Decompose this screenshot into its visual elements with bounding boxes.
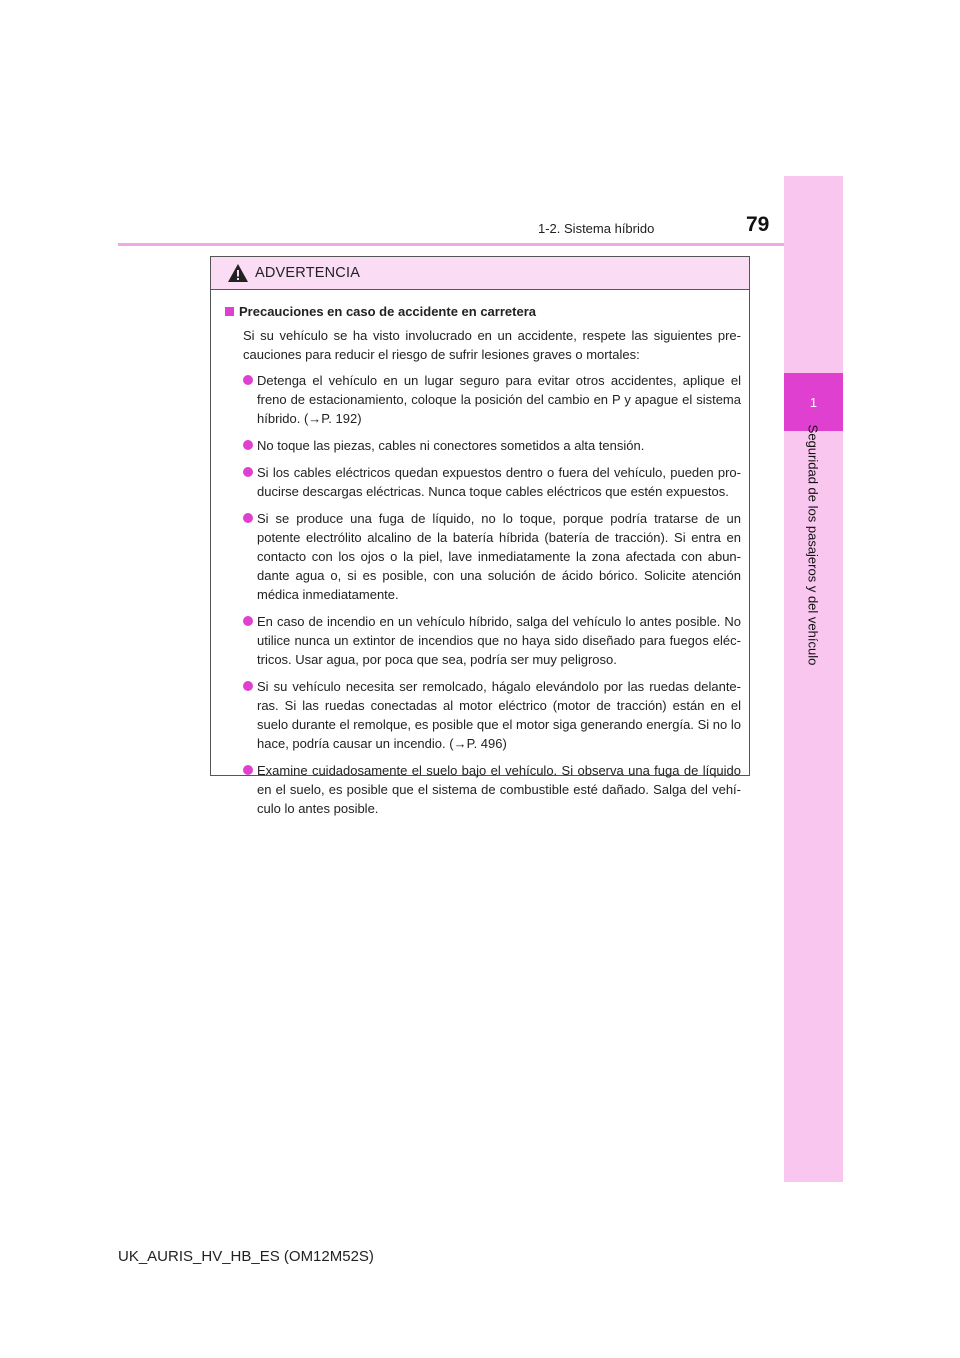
bullet-dot-icon	[243, 513, 253, 523]
page-number: 79	[746, 213, 770, 236]
header-divider	[118, 243, 784, 246]
warning-bullet-list	[225, 371, 741, 818]
chapter-label: Seguridad de los pasajeros y del vehículo	[805, 424, 821, 666]
warning-section-heading	[225, 302, 741, 321]
warning-triangle-icon	[227, 263, 249, 283]
list-item: Si los cables eléctricos quedan expuestos dentro o fuera del vehículo, pueden pro-ducirse descargas eléctricas. Nunca toque cables eléctricos que estén expuestos.	[243, 463, 741, 501]
list-item: Detenga el vehículo en un lugar seguro para evitar otros accidentes, aplique el freno de estacionamiento, coloque la posición del cambio en P y apague el sistema híbrido. (→P. 192)	[243, 371, 741, 428]
bullet-dot-icon	[243, 765, 253, 775]
warning-box	[210, 256, 750, 816]
section-title: 1-2. Sistema híbrido	[538, 221, 655, 236]
list-item: No toque las piezas, cables ni conectores sometidos a alta tensión.	[243, 436, 741, 455]
document-code: UK_AURIS_HV_HB_ES (OM12M52S)	[118, 1248, 374, 1265]
bullet-dot-icon	[243, 616, 253, 626]
warning-intro: Si su vehículo se ha visto involucrado en un accidente, respete las siguientes pre-cauciones para reducir el riesgo de sufrir lesiones graves o mortales:	[243, 328, 741, 362]
warning-section-title: Precauciones en caso de accidente en carretera	[239, 304, 536, 319]
bullet-dot-icon	[243, 467, 253, 477]
bullet-dot-icon	[243, 681, 253, 691]
bullet-dot-icon	[243, 375, 253, 385]
list-item: Examine cuidadosamente el suelo bajo el vehículo. Si observa una fuga de líquido en el suelo, es posible que el sistema de combustible esté dañado. Salga del vehí-culo lo antes posible.	[243, 761, 741, 818]
bullet-dot-icon	[243, 440, 253, 450]
warning-header	[211, 257, 749, 290]
warning-body	[211, 290, 749, 818]
warning-title: ADVERTENCIA	[255, 265, 361, 281]
chapter-number: 1	[809, 394, 818, 410]
list-item: Si se produce una fuga de líquido, no lo toque, porque podría tratarse de un potente electrólito alcalino de la batería híbrida (batería de tracción). Si entra en contacto con los ojos o la piel, lave inmediatamente la zona afectada con abun-dante agua o, si es posible, con una solución de ácido bórico. Solicite atención médica inmediatamente.	[243, 509, 741, 604]
square-bullet-icon	[225, 307, 234, 316]
list-item: Si su vehículo necesita ser remolcado, hágalo elevándolo por las ruedas delante-ras. Si las ruedas conectadas al motor eléctrico (motor de tracción) están en el suelo durante el remolque, es posible que el motor siga generando energía. Si no lo hace, podría causar un incendio. (→P. 496)	[243, 677, 741, 753]
list-item: En caso de incendio en un vehículo híbrido, salga del vehículo lo antes posible. No utilice nunca un extintor de incendios que no haya sido diseñado para fuegos eléc-tricos. Usar agua, por poca que sea, podría ser muy peligroso.	[243, 612, 741, 669]
chapter-tab	[784, 176, 843, 1182]
